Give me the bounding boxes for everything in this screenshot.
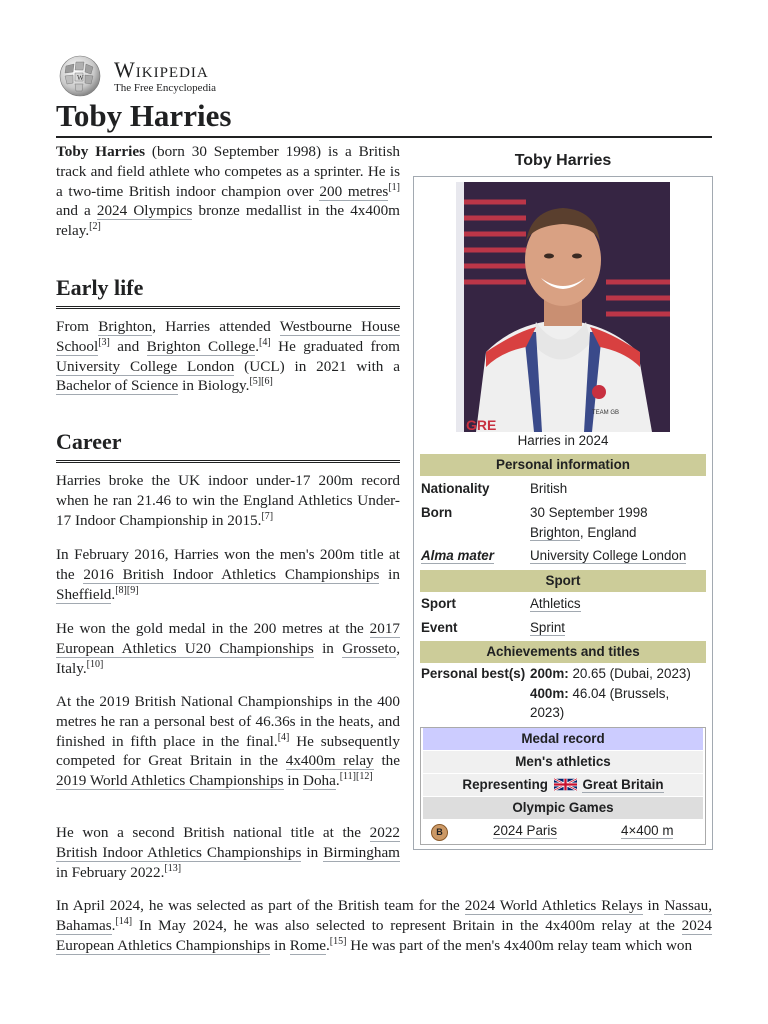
wikipedia-globe-icon: [56, 54, 104, 98]
text: From: [56, 318, 99, 335]
link-brighton-college[interactable]: Brighton College: [146, 337, 256, 355]
text: Harries broke the UK indoor under-17 200m record when he ran 21.46 to win the England Athletics Under-17 Indoor Championship in 2015.: [56, 472, 400, 529]
representing-label: Representing: [462, 777, 548, 792]
photo-caption: Harries in 2024: [517, 433, 609, 448]
link-4x400m[interactable]: 4×400 m: [621, 823, 674, 838]
text: in February 2022.: [56, 863, 165, 881]
text: He graduated from: [270, 337, 400, 355]
pb-200m-value: 20.65 (Dubai, 2023): [568, 666, 691, 681]
value-event: [530, 618, 706, 638]
link-200-metres[interactable]: 200 metres: [319, 182, 389, 200]
infobox: [413, 176, 713, 850]
text: in: [642, 897, 665, 914]
pb-400m-event: 400m:: [530, 685, 569, 701]
athlete-photo[interactable]: [456, 182, 670, 432]
link-bachelor-of-science[interactable]: Bachelor of Science: [56, 377, 179, 395]
text: .: [111, 585, 116, 603]
link-2022-british-indoor[interactable]: 2022 British Indoor Athletics Championships: [56, 824, 400, 861]
uk-flag-icon: [554, 778, 577, 791]
link-great-britain[interactable]: Great Britain: [582, 777, 664, 792]
value-nationality: British: [530, 481, 568, 496]
value-alma-mater: [530, 546, 706, 566]
text: At the 2019 British National Championships in the 400 metres he ran a personal best of 46.36s in the heats, and finished in fifth place in the final.: [56, 693, 400, 750]
link-ucl[interactable]: University College London: [56, 357, 235, 375]
label-nationality: Nationality: [421, 481, 490, 496]
text: in: [313, 639, 343, 657]
link-nassau-bahamas[interactable]: Nassau, Bahamas: [56, 897, 712, 934]
link-2017-european-u20[interactable]: 2017 European Athletics U20 Championships: [56, 620, 400, 657]
intro-text: (born 30 September 1998) is a British track and field athlete who competes as a sprinter. He is a two-time British indoor champion over: [56, 143, 400, 200]
svg-text:TEAM GB: TEAM GB: [592, 410, 620, 416]
career-paragraph-5: [56, 823, 400, 882]
link-birmingham[interactable]: Birmingham: [323, 843, 400, 861]
medal-games: [493, 821, 557, 841]
medal-record-header: Medal record: [423, 728, 703, 750]
label-event: Event: [421, 620, 458, 635]
header-sport: Sport: [420, 570, 706, 592]
text: .: [111, 916, 116, 934]
text: in Biology.: [178, 377, 250, 395]
ref-10[interactable]: [10]: [86, 658, 104, 670]
heading-early-life: Early life: [56, 274, 400, 309]
pb-400m-value: 46.04 (Brussels, 2023): [530, 685, 670, 720]
born-country: , England: [579, 524, 637, 540]
link-2016-british-indoor[interactable]: 2016 British Indoor Athletics Championships: [83, 565, 380, 583]
svg-text:W: W: [77, 74, 84, 82]
link-alma-mater[interactable]: Alma mater: [421, 548, 494, 563]
ref-3[interactable]: [3]: [98, 336, 110, 348]
ref-11-12[interactable]: [11][12]: [339, 771, 373, 783]
intro-text: bronze medallist in the 4x400m relay.: [56, 202, 400, 240]
wikipedia-wordmark: [114, 58, 216, 95]
intro-paragraph: [56, 142, 400, 241]
text: , Harries attended: [152, 318, 280, 335]
ref-13[interactable]: [13]: [164, 862, 182, 874]
link-2024-olympics[interactable]: 2024 Olympics: [96, 202, 193, 220]
text: in: [379, 565, 400, 583]
career-paragraph-2: [56, 545, 400, 604]
career-paragraph-3: [56, 619, 400, 678]
born-date: 30 September 1998: [530, 505, 648, 520]
link-doha[interactable]: Doha: [303, 772, 336, 790]
header-personal-information: Personal information: [420, 454, 706, 476]
text: , Italy.: [56, 639, 400, 677]
text: the: [373, 752, 400, 770]
medal-category: Men's athletics: [423, 751, 703, 773]
ref-1[interactable]: [1]: [388, 181, 401, 193]
logo-tagline: The Free Encyclopedia: [114, 81, 217, 94]
link-2024-paris[interactable]: 2024 Paris: [493, 823, 558, 838]
medal-competition: Olympic Games: [423, 797, 703, 819]
infobox-title: Toby Harries: [514, 152, 612, 169]
career-paragraph-4: [56, 692, 400, 791]
link-ucl-infobox[interactable]: University College London: [530, 548, 687, 563]
ref-7[interactable]: [7]: [261, 510, 274, 522]
text: He subsequently competed for Great Britain in the: [56, 732, 400, 770]
wikipedia-logo[interactable]: [56, 54, 216, 98]
ref-4b[interactable]: [4]: [277, 731, 290, 743]
ref-14[interactable]: [14]: [115, 915, 133, 927]
value-personal-bests: [530, 664, 706, 723]
ref-8-9[interactable]: [8][9]: [115, 584, 139, 596]
value-sport: [530, 594, 706, 614]
link-westbourne-house-school[interactable]: Westbourne House School: [56, 318, 400, 355]
text: .: [326, 936, 330, 954]
medal-event: [621, 821, 673, 841]
link-4x400m-relay[interactable]: 4x400m relay: [285, 752, 374, 770]
link-rome[interactable]: Rome: [289, 936, 326, 954]
ref-4[interactable]: [4]: [259, 336, 271, 348]
label-sport: Sport: [421, 596, 456, 611]
text: He won a second British national title at the: [56, 824, 370, 841]
link-2024-world-relays[interactable]: 2024 World Athletics Relays: [464, 897, 643, 914]
ref-2[interactable]: [2]: [89, 221, 101, 233]
value-born: [530, 503, 706, 542]
text: In February 2016, Harries won the men's 200m title at the: [56, 546, 400, 583]
link-2019-world-championships[interactable]: 2019 World Athletics Championships: [56, 772, 284, 790]
svg-text:GRE: GRE: [466, 417, 497, 432]
link-brighton[interactable]: Brighton: [98, 318, 153, 335]
text: and: [109, 337, 147, 355]
career-paragraph-1: [56, 471, 400, 530]
text: in: [283, 772, 303, 790]
link-sprint[interactable]: Sprint: [530, 620, 565, 635]
ref-5-6[interactable]: [5][6]: [249, 376, 273, 388]
text: He won the gold medal in the 200 metres at the: [56, 620, 370, 637]
text: In April 2024, he was selected as part of the British team for the: [56, 897, 465, 914]
text: in: [270, 936, 290, 954]
text: In May 2024, he was also selected to represent Britain in the 4x400m relay at the: [132, 916, 682, 934]
link-born-brighton[interactable]: Brighton: [530, 524, 580, 540]
text: He was part of the men's 4x400m relay team which won: [346, 936, 693, 954]
header-achievements: Achievements and titles: [420, 641, 706, 663]
text: (UCL) in 2021 with a: [234, 357, 400, 375]
medal-row: [423, 821, 703, 841]
heading-career: Career: [56, 428, 400, 463]
page-title: Toby Harries: [56, 96, 712, 138]
ref-15[interactable]: [15]: [329, 935, 347, 947]
label-personal-bests: Personal best(s): [421, 666, 526, 681]
early-life-paragraph: [56, 317, 400, 396]
medal-representing: [423, 774, 703, 796]
link-sheffield[interactable]: Sheffield: [56, 585, 112, 603]
pb-200m-event: 200m:: [530, 666, 569, 681]
link-2024-european-championships[interactable]: 2024 European Athletics Championships: [56, 916, 712, 954]
link-athletics[interactable]: Athletics: [530, 596, 581, 611]
label-born: Born: [421, 505, 453, 520]
medal-record: [420, 727, 706, 845]
article-subject: Toby Harries: [56, 143, 146, 160]
link-grosseto[interactable]: Grosseto: [342, 639, 397, 657]
label-alma-mater: [421, 546, 526, 566]
text: .: [335, 772, 340, 790]
career-paragraph-6: [56, 896, 712, 955]
text: .: [255, 337, 260, 355]
intro-text: and a: [56, 202, 97, 220]
logo-wordmark: Wikipedia: [114, 56, 209, 82]
bronze-medal-icon: B: [431, 824, 448, 841]
text: in: [301, 843, 324, 861]
